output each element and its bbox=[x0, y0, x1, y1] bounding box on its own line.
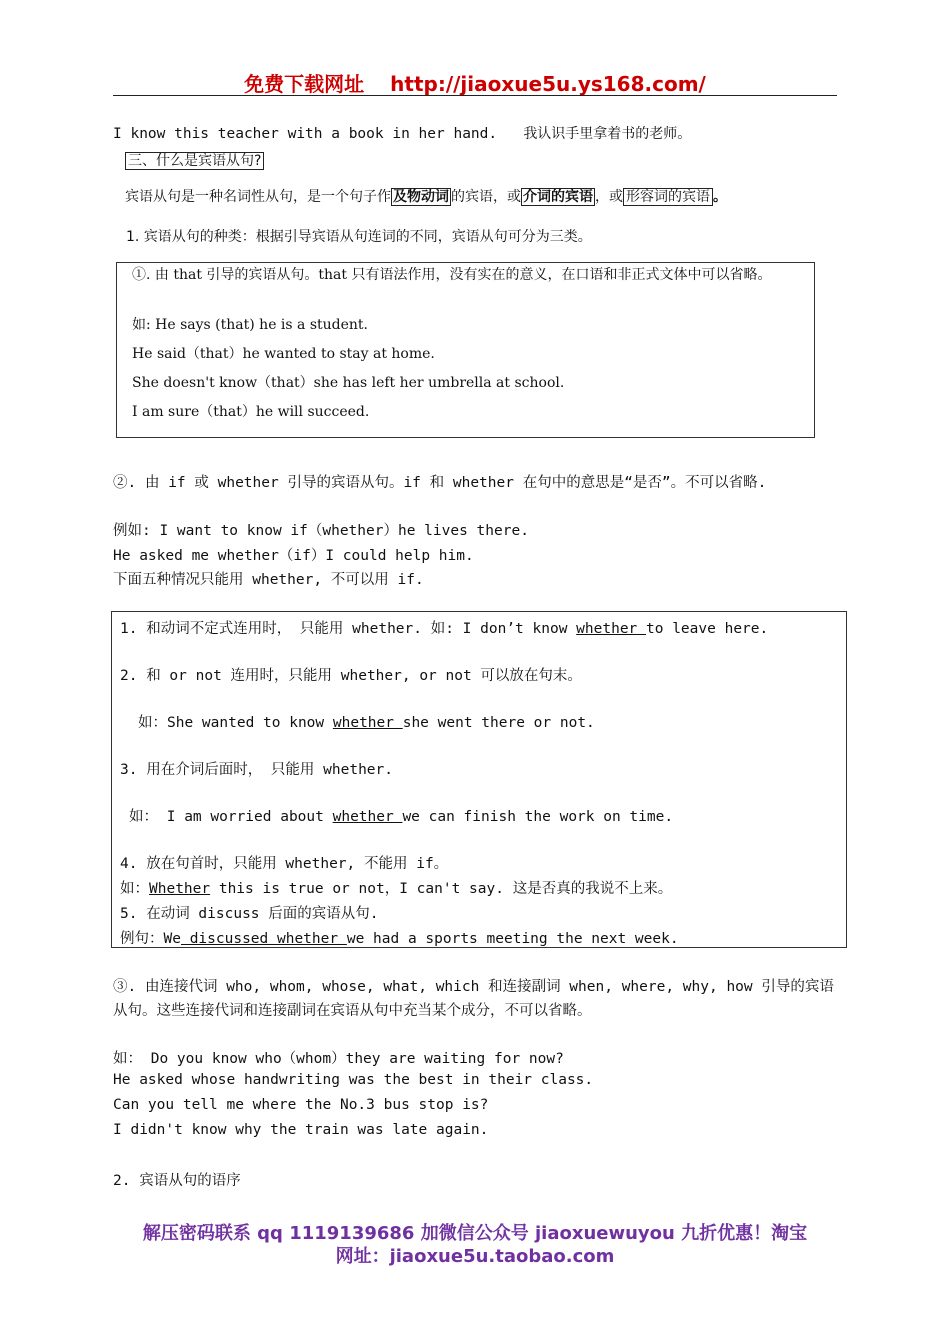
definition-end: 。 bbox=[713, 189, 727, 205]
whether-case-2-example-underline: whether bbox=[332, 715, 403, 731]
five-cases-heading: 下面五种情况只能用 whether, 不可以用 if. bbox=[113, 572, 424, 588]
connectives-example-2: He asked whose handwriting was the best in their class. bbox=[113, 1072, 594, 1088]
whether-case-3: 3. 用在介词后面时， 只能用 whether. bbox=[120, 762, 393, 778]
whether-case-4-example-pre: 如： bbox=[120, 881, 149, 897]
whether-case-3-example bbox=[129, 805, 673, 826]
definition-part2: 的宾语，或 bbox=[451, 189, 521, 205]
footer-line-1: 解压密码联系 qq 1119139686 加微信公众号 jiaoxuewuyou 九折优惠！淘宝 bbox=[142, 1223, 808, 1244]
whether-case-5-example bbox=[120, 927, 679, 948]
whether-case-4-example bbox=[120, 877, 672, 898]
whether-case-5-example-pre: 例句：We bbox=[120, 931, 181, 947]
section3-definition bbox=[125, 186, 727, 206]
whether-case-2-example-pre: 如：She wanted to know bbox=[138, 715, 333, 731]
connectives-line-1: ③. 由连接代词 who, whom, whose, what, which 和连接副词 when, where, why, how 引导的宾语 bbox=[113, 979, 834, 995]
definition-term-adjective-object: 形容词的宾语 bbox=[623, 188, 713, 206]
whether-case-4-example-end: this is true or not，I can't say. 这是否真的我说不上来。 bbox=[210, 881, 673, 897]
definition-part1: 宾语从句是一种名词性从句，是一个句子作 bbox=[125, 189, 391, 205]
whether-case-3-example-pre: 如： I am worried about bbox=[129, 809, 333, 825]
that-example-2: He said（that）he wanted to stay at home. bbox=[132, 346, 435, 362]
that-clause-heading: ①. 由 that 引导的宾语从句。that 只有语法作用，没有实在的意义，在口语和非正式文体中可以省略。 bbox=[132, 267, 772, 283]
intro-example bbox=[113, 123, 691, 143]
whether-case-2-example bbox=[138, 711, 595, 732]
if-whether-heading: ②. 由 if 或 whether 引导的宾语从句。if 和 whether 在句中的意思是“是否”。不可以省略. bbox=[113, 475, 767, 491]
connectives-line-2: 从句。这些连接代词和连接副词在宾语从句中充当某个成分，不可以省略。 bbox=[113, 1003, 592, 1019]
whether-case-5-example-end: we had a sports meeting the next week. bbox=[346, 931, 679, 947]
connectives-example-4: I didn't know why the train was late again. bbox=[113, 1122, 489, 1138]
whether-case-3-example-end: we can finish the work on time. bbox=[402, 809, 674, 825]
that-example-4: I am sure（that）he will succeed. bbox=[132, 404, 370, 420]
whether-case-2-example-end: she went there or not. bbox=[402, 715, 595, 731]
definition-term-preposition-object: 介词的宾语 bbox=[523, 189, 593, 205]
whether-case-4: 4. 放在句首时，只能用 whether, 不能用 if。 bbox=[120, 856, 449, 872]
types-heading: 1. 宾语从句的种类：根据引导宾语从句连词的不同，宾语从句可分为三类。 bbox=[126, 229, 592, 245]
header-site-url[interactable]: http://jiaoxue5u.ys168.com/ bbox=[390, 72, 706, 96]
whether-case-5-example-underline: discussed whether bbox=[180, 931, 347, 947]
whether-case-1-text: 1. 和动词不定式连用时， 只能用 whether. 如: I don’t know bbox=[120, 621, 577, 637]
whether-case-1-underline: whether bbox=[576, 621, 647, 637]
whether-case-1 bbox=[120, 617, 768, 638]
connectives-example-3: Can you tell me where the No.3 bus stop is? bbox=[113, 1097, 489, 1113]
definition-part3: ，或 bbox=[595, 189, 623, 205]
if-whether-example-2: He asked me whether（if）I could help him. bbox=[113, 548, 474, 564]
word-order-heading: 2. 宾语从句的语序 bbox=[113, 1173, 241, 1189]
intro-example-cn: 我认识手里拿着书的老师。 bbox=[523, 126, 692, 142]
intro-example-en: I know this teacher with a book in her hand. bbox=[113, 126, 498, 142]
whether-case-2: 2. 和 or not 连用时，只能用 whether, or not 可以放在句末。 bbox=[120, 668, 582, 684]
section3-title-text: 三、什么是宾语从句? bbox=[125, 152, 264, 170]
whether-case-5: 5. 在动词 discuss 后面的宾语从句. bbox=[120, 906, 379, 922]
section3-title bbox=[125, 150, 264, 170]
whether-case-4-example-underline: Whether bbox=[149, 881, 211, 897]
header-divider bbox=[113, 95, 837, 96]
that-example-3: She doesn't know（that）she has left her umbrella at school. bbox=[132, 375, 565, 391]
if-whether-example-1: 例如: I want to know if（whether）he lives there. bbox=[113, 523, 529, 539]
whether-case-1-end: to leave here. bbox=[646, 621, 769, 637]
footer-line-2[interactable]: 网址：jiaoxue5u.taobao.com bbox=[335, 1246, 615, 1267]
connectives-example-1: 如： Do you know who（whom）they are waiting for now? bbox=[113, 1051, 564, 1067]
page-header bbox=[0, 68, 950, 97]
definition-term-transitive-verb: 及物动词 bbox=[393, 189, 449, 205]
that-example-1: 如: He says (that) he is a student. bbox=[132, 317, 369, 333]
whether-case-3-example-underline: whether bbox=[332, 809, 403, 825]
header-site-label: 免费下载网址 bbox=[244, 72, 365, 96]
